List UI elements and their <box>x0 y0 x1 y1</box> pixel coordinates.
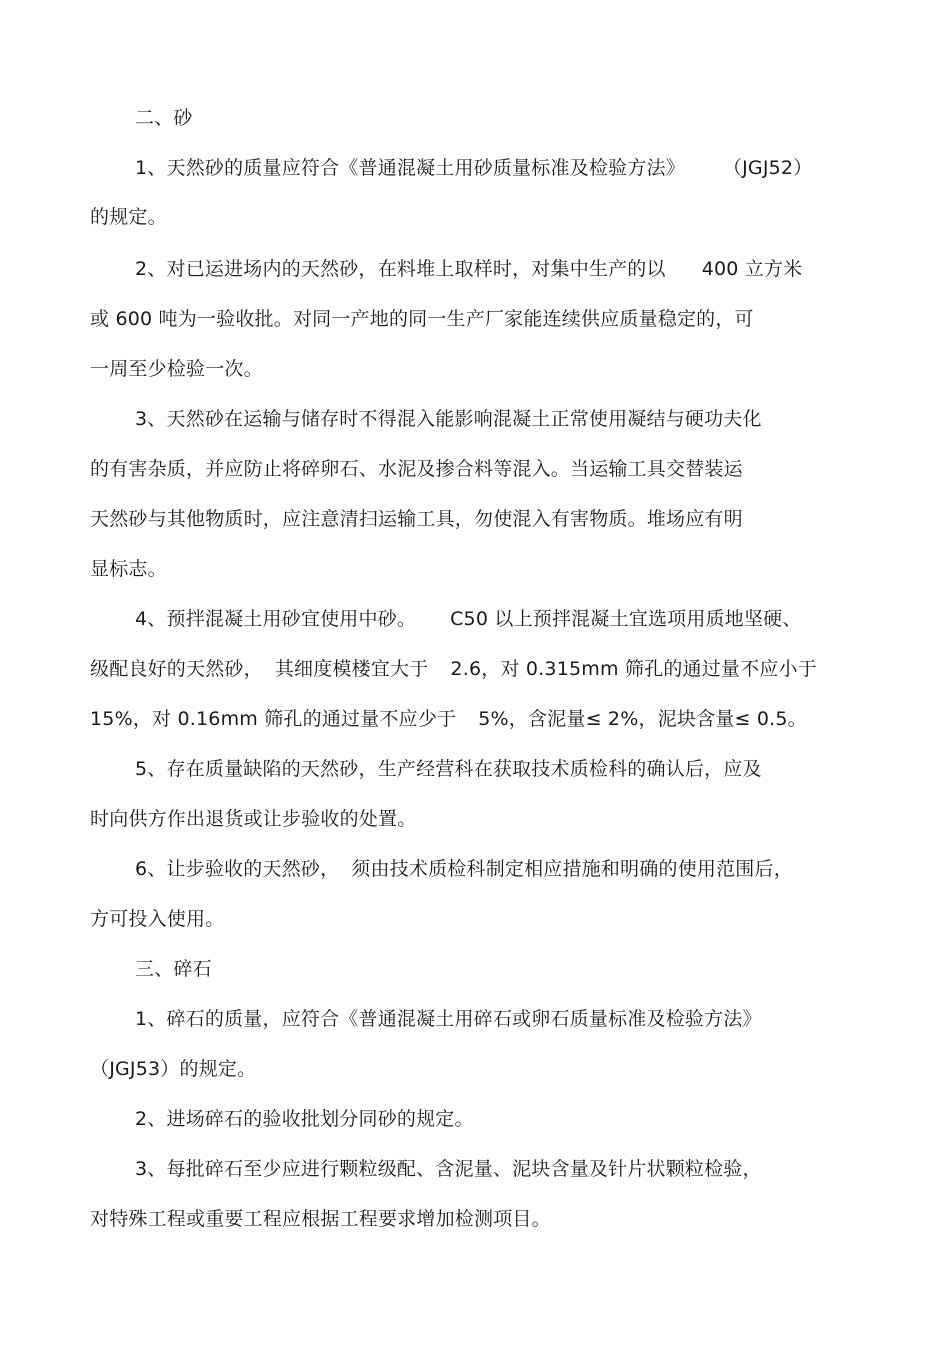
paragraph-line: 2、进场碎石的验收批划分同砂的规定。 <box>135 1108 474 1130</box>
text-run: 6、让步验收的天然砂， <box>135 858 340 880</box>
paragraph-line: 的有害杂质，并应防止将碎卵石、水泥及掺合料等混入。当运输工具交替装运 <box>90 458 743 480</box>
paragraph-line: 方可投入使用。 <box>90 908 225 930</box>
paragraph-line: （JGJ53）的规定。 <box>90 1058 257 1080</box>
paragraph-line <box>135 156 812 180</box>
paragraph-line: 对特殊工程或重要工程应根据工程要求增加检测项目。 <box>90 1208 551 1230</box>
text-run: 4、预拌混凝土用砂宜使用中砂。 <box>135 608 417 630</box>
paragraph-line: 3、每批碎石至少应进行颗粒级配、含泥量、泥块含量及针片状颗粒检验， <box>135 1158 762 1180</box>
text-run: 须由技术质检科制定相应措施和明确的使用范围后， <box>351 858 793 880</box>
text-run: 2、对已运进场内的天然砂，在料堆上取样时，对集中生产的以 <box>135 258 666 280</box>
paragraph-line <box>90 707 807 731</box>
paragraph-line: 1、碎石的质量，应符合《普通混凝土用碎石或卵石质量标准及检验方法》 <box>135 1008 762 1030</box>
paragraph-line: 的规定。 <box>90 206 167 228</box>
paragraph-line: 天然砂与其他物质时，应注意清扫运输工具，勿使混入有害物质。堆场应有明 <box>90 508 743 530</box>
paragraph-line: 显标志。 <box>90 558 167 580</box>
paragraph-line <box>135 857 793 881</box>
text-run: 15%，对 0.16mm 筛孔的通过量不应少于 <box>90 708 457 730</box>
text-run: 5%，含泥量≤ 2%，泥块含量≤ 0.5。 <box>478 708 807 730</box>
text-run: 400 立方米 <box>701 258 803 280</box>
text-run: 1、天然砂的质量应符合《普通混凝土用砂质量标准及检验方法》 <box>135 157 685 179</box>
paragraph-line <box>90 657 817 681</box>
section-heading-gravel: 三、碎石 <box>135 958 212 980</box>
section-heading-sand: 二、砂 <box>135 107 193 129</box>
text-run: 其细度模楼宜大于 <box>274 658 429 680</box>
paragraph-line <box>135 257 802 281</box>
text-run: （JGJ52） <box>722 157 813 179</box>
text-run: C50 以上预拌混凝土宜选项用质地坚硬、 <box>450 608 802 630</box>
paragraph-line: 时向供方作出退货或让步验收的处置。 <box>90 808 417 830</box>
paragraph-line <box>135 607 802 631</box>
paragraph-line: 或 600 吨为一验收批。对同一产地的同一生产厂家能连续供应质量稳定的，可 <box>90 308 754 330</box>
paragraph-line: 一周至少检验一次。 <box>90 358 263 380</box>
text-run: 级配良好的天然砂， <box>90 658 263 680</box>
paragraph-line: 3、天然砂在运输与储存时不得混入能影响混凝土正常使用凝结与硬功夫化 <box>135 408 762 430</box>
text-run: 2.6，对 0.315mm 筛孔的通过量不应小于 <box>450 658 817 680</box>
paragraph-line: 5、存在质量缺陷的天然砂，生产经营科在获取技术质检科的确认后，应及 <box>135 758 762 780</box>
